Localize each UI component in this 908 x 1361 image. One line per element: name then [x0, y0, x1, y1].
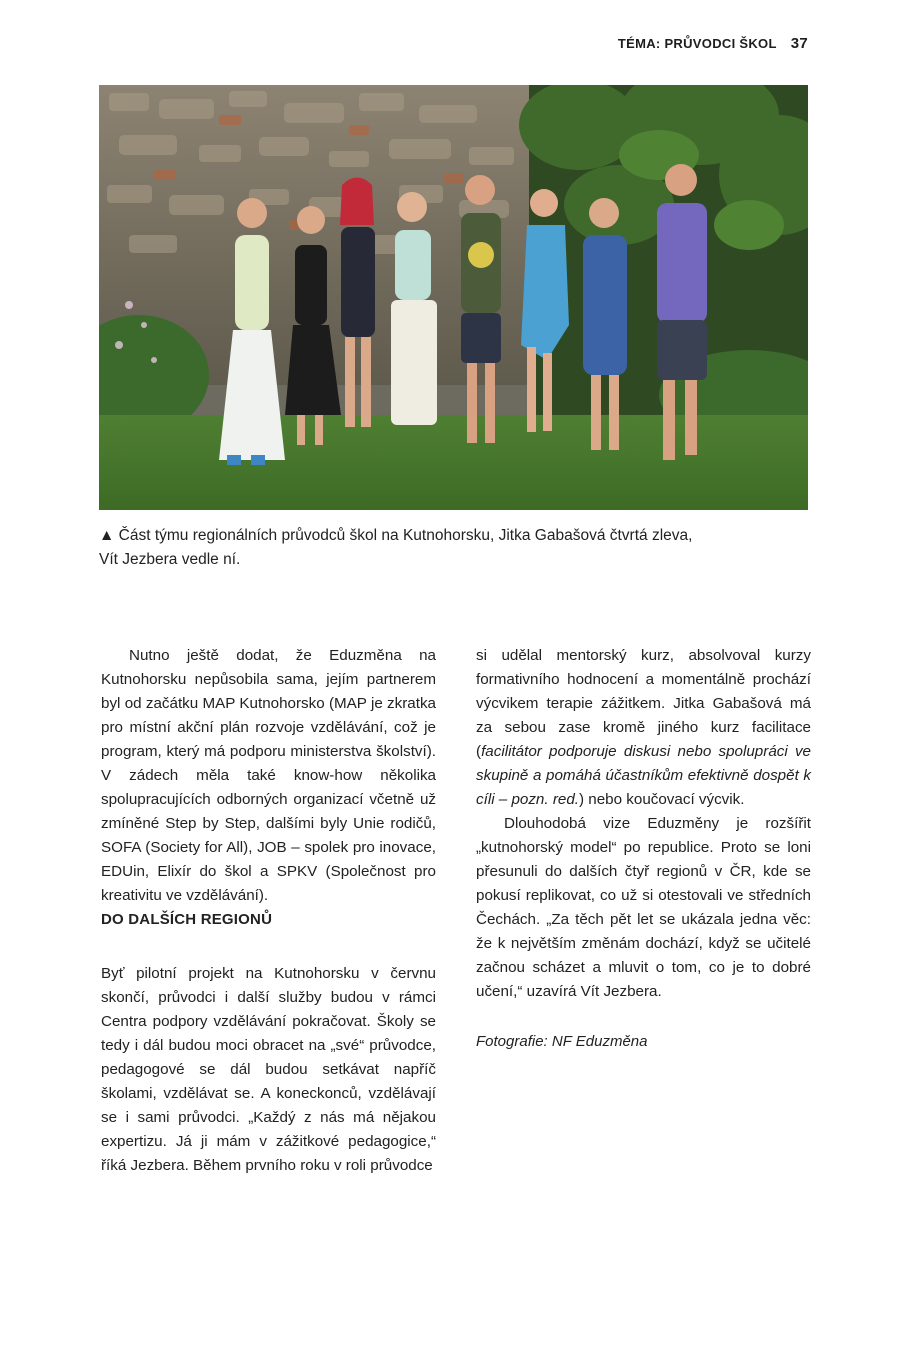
photo-credit: Fotografie: NF Eduzměna: [476, 1033, 648, 1050]
right-paragraph-2: Dlouhodobá vize Eduzměny je rozšířit „kutnohorský model“ po republice. Proto se loni přesunuli do dalších čtyř regionů v ČR, kde se pokusí replikovat, co už si otestovali ve středních Čechách. „Za těch pět let se ukázala jedna věc: že k největším změnám dochází, když se učitelé začnou scházet a mluvit o tom, co je to dobré učení,“ uzavírá Vít Jezbera.: [476, 815, 811, 1000]
team-photo: [99, 85, 808, 510]
caption-text-line2: Vít Jezbera vedle ní.: [99, 551, 241, 568]
caption-marker: ▲: [99, 527, 115, 544]
left-column: [101, 644, 436, 1178]
photo-caption: [99, 524, 789, 572]
caption-text: Část týmu regionálních průvodců škol na Kutnohorsku, Jitka Gabašová čtvrtá zleva,: [118, 527, 693, 544]
left-paragraph-2: Byť pilotní projekt na Kutnohorsku v červnu skončí, průvodci i další služby budou v rámci Centra podpory vzdělávání pokračovat. Školy se tedy i dál budou moci obracet na „své“ průvodce, pedagogové se dál budou setkávat napříč školami, vzdělávat se. A koneckonců, vzdělávají se i sami průvodci. „Každý z nás má nějakou expertizu. Já ji mám v zážitkové pedagogice,“ říká Jezbera. Během prvního roku v roli průvodce: [101, 965, 436, 1174]
team-photo-illustration: [99, 85, 808, 510]
section-heading: DO DALŠÍCH REGIONŮ: [101, 911, 273, 928]
page-number: 37: [790, 35, 808, 52]
right-paragraph-1: [476, 644, 811, 812]
editor-note: facilitátor podporuje diskusi nebo spolupráci ve skupině a pomáhá účastníkům efektivně dospět k cíli – pozn. red.: [476, 743, 811, 808]
right-paragraph-1-end: ) nebo koučovací výcvik.: [579, 791, 745, 808]
running-head: [618, 35, 808, 52]
section-title: TÉMA: PRŮVODCI ŠKOL: [617, 36, 777, 51]
right-column: [476, 644, 811, 1054]
left-paragraph-1: Nutno ještě dodat, že Eduzměna na Kutnohorsku nepůsobila sama, jejím partnerem byl od začátku MAP Kutnohorsko (MAP je zkratka pro místní akční plán rozvoje vzdělávání, což je program, který má podporu ministerstva školství). V zádech měla také know-how několika spolupracujících odborných organizací včetně už zmíněné Step by Step, dalšími byly Unie rodičů, SOFA (Society for All), JOB – spolek pro inovace, EDUin, Elixír do škol a SPKV (Společnost pro kreativitu ve vzdělávání).: [101, 647, 436, 904]
right-paragraph-1-start: si udělal mentorský kurz, absolvoval kurzy formativního hodnocení a momentálně prochází výcvikem terapie zážitkem. Jitka Gabašová má za sebou zase kromě jiného kurz facilitace (: [476, 647, 811, 760]
